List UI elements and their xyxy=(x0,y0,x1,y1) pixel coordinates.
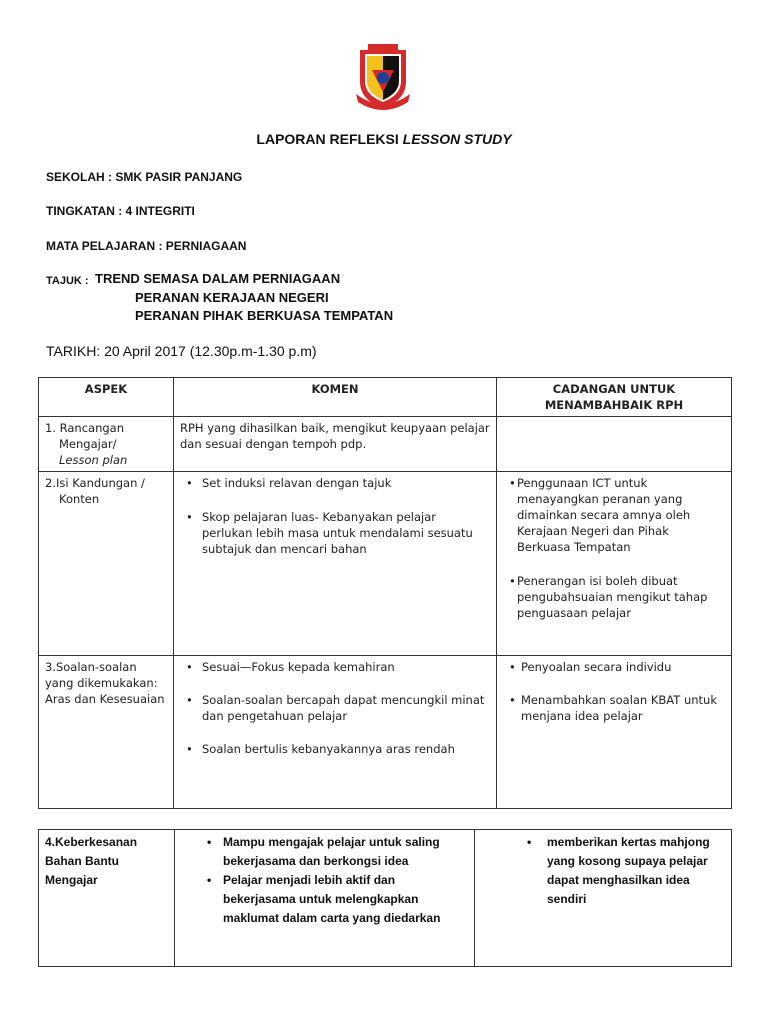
komen-cell xyxy=(174,472,497,656)
date-field: TARIKH: 20 April 2017 (12.30p.m-1.30 p.m) xyxy=(46,343,317,359)
table-row xyxy=(39,417,732,472)
school-crest-icon xyxy=(354,42,412,112)
reflection-table xyxy=(38,377,732,809)
cadangan-cell xyxy=(475,830,732,967)
topic-line-3: PERANAN PIHAK BERKUASA TEMPATAN xyxy=(135,308,394,323)
cadangan-cell xyxy=(497,417,732,472)
header-cadangan: CADANGAN UNTUK MENAMBAHBAIK RPH xyxy=(497,378,732,417)
list-item: • Penerangan isi boleh dibuat pengubahsuaian mengikut tahap penguasaan pelajar xyxy=(503,573,725,621)
aspek-cell: 2.Isi Kandungan / Konten xyxy=(39,472,174,656)
list-item: • Soalan-soalan bercapah dapat mencungkil minat dan pengetahuan pelajar xyxy=(180,692,490,724)
list-item: • Penggunaan ICT untuk menayangkan peranan yang dimainkan secara amnya oleh Kerajaan Negeri dan Pihak Berkuasa Tempatan xyxy=(503,475,725,555)
cadangan-cell xyxy=(497,472,732,656)
aspek-cell: 3.Soalan-soalan yang dikemukakan: Aras dan Kesesuaian xyxy=(39,656,174,809)
topic-line-2: PERANAN KERAJAAN NEGERI xyxy=(135,290,329,305)
reflection-table-continued xyxy=(38,829,732,967)
list-item: • Pelajar menjadi lebih aktif dan bekerjasama untuk melengkapkan maklumat dalam carta yang diedarkan xyxy=(181,871,468,928)
list-item: • Soalan bertulis kebanyakannya aras rendah xyxy=(180,741,490,757)
aspek-cell: 1. Rancangan Mengajar/ Lesson plan xyxy=(39,417,174,472)
table-row xyxy=(39,830,732,967)
list-item: • Menambahkan soalan KBAT untuk menjana idea pelajar xyxy=(503,692,725,724)
table-row xyxy=(39,656,732,809)
list-item: • Penyoalan secara individu xyxy=(503,659,725,675)
komen-cell: RPH yang dihasilkan baik, mengikut keupyaan pelajar dan sesuai dengan tempoh pdp. xyxy=(174,417,497,472)
form-field: TINGKATAN : 4 INTEGRITI xyxy=(46,204,195,218)
list-item: • Sesuai—Fokus kepada kemahiran xyxy=(180,659,490,675)
header-komen: KOMEN xyxy=(174,378,497,417)
topic-label: TAJUK : xyxy=(46,275,89,287)
list-item: • memberikan kertas mahjong yang kosong supaya pelajar dapat menghasilkan idea sendiri xyxy=(481,833,725,909)
cadangan-cell xyxy=(497,656,732,809)
subject-field: MATA PELAJARAN : PERNIAGAAN xyxy=(46,239,247,253)
table-row xyxy=(39,472,732,656)
aspek-cell: 4.Keberkesanan Bahan Bantu Mengajar xyxy=(39,830,175,967)
list-item: • Mampu mengajak pelajar untuk saling bekerjasama dan berkongsi idea xyxy=(181,833,468,871)
komen-cell xyxy=(174,656,497,809)
list-item: • Set induksi relavan dengan tajuk xyxy=(180,475,490,491)
school-field: SEKOLAH : SMK PASIR PANJANG xyxy=(46,170,243,184)
header-aspek: ASPEK xyxy=(39,378,174,417)
komen-cell xyxy=(175,830,475,967)
table-header-row xyxy=(39,378,732,417)
report-title: LAPORAN REFLEKSI LESSON STUDY xyxy=(256,131,512,147)
topic-line-1: TREND SEMASA DALAM PERNIAGAAN xyxy=(95,271,341,286)
list-item: • Skop pelajaran luas- Kebanyakan pelajar perlukan lebih masa untuk mendalami sesuatu subtajuk dan mencari bahan xyxy=(180,509,490,557)
